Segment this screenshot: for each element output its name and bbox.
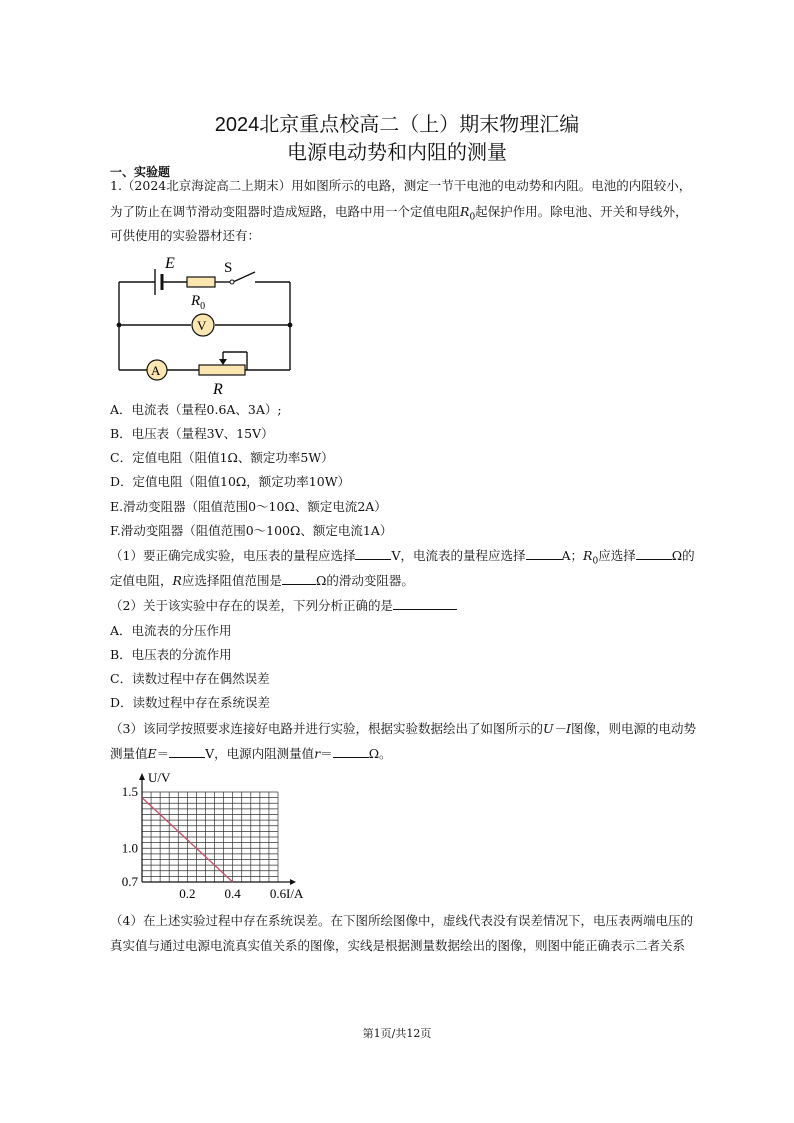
part3-line2: 测量值E＝ V，电源内阻测量值r＝ Ω。 [110, 746, 392, 761]
answer-blank-voltmeter-range[interactable] [355, 547, 391, 560]
switch-label: S [224, 260, 233, 276]
page-title: 2024北京重点校高二（上）期末物理汇编 [214, 114, 580, 136]
option-a: A．电流表（量程0.6A、3A）; [110, 402, 282, 417]
option-d: D．定值电阻（阻值10Ω，额定功率10W） [110, 474, 351, 489]
option-e: E.滑动变阻器（阻值范围0～10Ω、额定电流2A） [110, 499, 387, 514]
voltmeter-label: V [197, 318, 207, 333]
part2-choice-c: C．读数过程中存在偶然误差 [110, 671, 270, 686]
battery-label: E [165, 255, 175, 272]
part4-line2: 真实值与通过电源电流真实值关系的图像，实线是根据测量数据绘出的图像，则图中能正确表示二者关系 [110, 938, 686, 953]
part2-choice-a: A．电流表的分压作用 [110, 623, 232, 638]
fixed-resistor [187, 277, 215, 287]
x-tick-label: 0.2 [179, 886, 196, 900]
part2-choice-b: B．电压表的分流作用 [110, 647, 232, 662]
fixed-resistor-label: $R_0$ [191, 293, 206, 312]
junction-right [288, 323, 293, 328]
junction-left [117, 323, 122, 328]
part1-line1: （1）要正确完成实验，电压表的量程应选择 V，电流表的量程应选择 A；$R_0$应选择 Ω的 [110, 548, 695, 567]
part2-choice-d: D．读数过程中存在系统误差 [110, 695, 271, 710]
part1-line2: 定值电阻，R应选择阻值范围是 Ω的滑动变阻器。 [110, 573, 414, 588]
circuit-diagram [105, 252, 305, 397]
y-tick-label: 1.0 [121, 840, 138, 856]
answer-blank-r0-value[interactable] [636, 547, 672, 560]
part3-line1: （3）该同学按照要求连接好电路并进行实验，根据实验数据绘出了如图所示的U－I图像，则电源的电动势 [110, 721, 696, 736]
option-b: B．电压表（量程3V、15V） [110, 426, 274, 441]
ui-chart [112, 770, 312, 900]
part4-line1: （4）在上述实验过程中存在系统误差。在下图所绘图像中，虚线代表没有误差情况下，电压表两端电压的 [110, 913, 693, 928]
x-axis-arrow [290, 879, 296, 885]
option-f: F.滑动变阻器（阻值范围0～100Ω、额定电流1A） [110, 523, 393, 538]
part2-stem: （2）关于该实验中存在的误差，下列分析正确的是 [110, 594, 457, 618]
x-axis-label: I/A [286, 886, 304, 900]
y-axis-label: U/V [148, 770, 171, 785]
option-c: C．定值电阻（阻值1Ω、额定功率5W） [110, 450, 334, 465]
switch-pivot [230, 280, 234, 284]
page-footer: 第1页/共12页 [362, 1027, 432, 1040]
answer-blank-emf[interactable] [169, 745, 205, 758]
y-axis-arrow [139, 773, 145, 780]
rheostat [199, 365, 245, 375]
answer-blank-internal-resistance[interactable] [333, 745, 369, 758]
rheostat-label: R [213, 381, 223, 397]
y-tick-label: 1.5 [121, 784, 138, 799]
question-intro-line1: 1.（2024北京海淀高二上期末）用如图所示的电路，测定一节干电池的电动势和内阻。电池的内阻较小， [110, 178, 692, 193]
question-intro-line3: 可供使用的实验器材还有： [110, 228, 261, 243]
y-tick-label: 0.7 [121, 874, 138, 889]
answer-blank-error-analysis[interactable] [393, 597, 457, 610]
ammeter-label: A [151, 363, 161, 378]
rheostat-slider-arrow [219, 359, 227, 365]
answer-blank-rheostat-range[interactable] [282, 572, 316, 585]
question-intro-line2: 为了防止在调节滑动变阻器时造成短路，电路中用一个定值电阻$R_0$起保护作用。除电池、开关和导线外， [110, 204, 688, 223]
x-tick-label: 0.6 [269, 886, 287, 900]
section-heading: 一、实验题 [110, 165, 171, 179]
page-subtitle: 电源电动势和内阻的测量 [287, 142, 507, 164]
answer-blank-ammeter-range[interactable] [526, 547, 562, 560]
x-tick-label: 0.4 [224, 886, 241, 900]
